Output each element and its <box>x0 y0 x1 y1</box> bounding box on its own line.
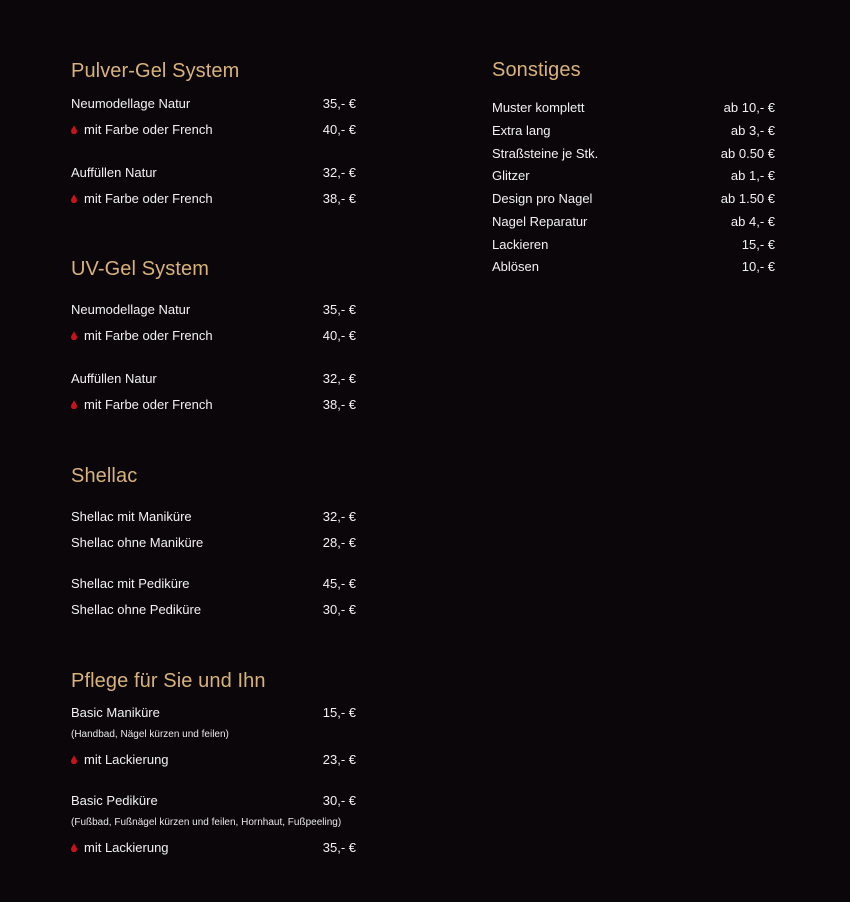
price-row <box>492 190 775 208</box>
row-price: ab 3,- € <box>730 123 775 138</box>
price-row <box>71 95 356 113</box>
row-price: 10,- € <box>741 259 775 274</box>
row-label: Shellac ohne Maniküre <box>71 535 204 550</box>
row-price: 38,- € <box>322 191 356 206</box>
section-title-pulver-gel: Pulver-Gel System <box>71 60 240 82</box>
red-drop-icon <box>71 400 77 409</box>
row-price: 28,- € <box>322 535 356 550</box>
row-note: (Fußbad, Fußnägel kürzen und feilen, Hornhaut, Fußpeeling) <box>71 817 342 828</box>
row-label: Shellac ohne Pediküre <box>71 602 202 617</box>
row-price: 35,- € <box>322 840 356 855</box>
price-row <box>71 164 356 182</box>
section-title-uv-gel: UV-Gel System <box>71 258 209 280</box>
red-drop-icon <box>71 194 77 203</box>
price-row <box>492 122 775 140</box>
price-row <box>71 601 356 619</box>
row-price: ab 1.50 € <box>720 191 775 206</box>
price-row <box>71 370 356 388</box>
row-price: 23,- € <box>322 752 356 767</box>
row-note: (Handbad, Nägel kürzen und feilen) <box>71 729 229 740</box>
price-row <box>492 167 775 185</box>
row-price: ab 1,- € <box>730 168 775 183</box>
row-label: mit Farbe oder French <box>84 397 213 412</box>
price-row <box>71 327 356 345</box>
row-label: Glitzer <box>492 168 530 183</box>
row-label: mit Farbe oder French <box>84 191 213 206</box>
row-label: Auffüllen Natur <box>71 165 157 180</box>
row-label: Neumodellage Natur <box>71 302 191 317</box>
section-title-sonstiges: Sonstiges <box>492 59 581 81</box>
row-price: 40,- € <box>322 122 356 137</box>
price-row <box>71 121 356 139</box>
price-row <box>71 751 356 769</box>
row-label: mit Farbe oder French <box>84 122 213 137</box>
price-row <box>492 258 775 276</box>
price-row <box>71 396 356 414</box>
price-row <box>492 145 775 163</box>
row-price: 15,- € <box>741 237 775 252</box>
row-price: 45,- € <box>322 576 356 591</box>
price-row <box>71 301 356 319</box>
row-price: 30,- € <box>322 793 356 808</box>
row-label: Ablösen <box>492 259 539 274</box>
row-label: Auffüllen Natur <box>71 371 157 386</box>
row-label: Shellac mit Maniküre <box>71 509 192 524</box>
red-drop-icon <box>71 755 77 764</box>
row-price: 40,- € <box>322 328 356 343</box>
price-row <box>71 508 356 526</box>
row-label: Nagel Reparatur <box>492 214 588 229</box>
row-price: ab 0.50 € <box>720 146 775 161</box>
row-price: 30,- € <box>322 602 356 617</box>
row-label: mit Lackierung <box>84 840 169 855</box>
price-row <box>492 213 775 231</box>
red-drop-icon <box>71 843 77 852</box>
row-price: 35,- € <box>322 96 356 111</box>
price-row <box>71 839 356 857</box>
row-label: Muster komplett <box>492 100 585 115</box>
row-label: Shellac mit Pediküre <box>71 576 190 591</box>
red-drop-icon <box>71 331 77 340</box>
row-label: mit Farbe oder French <box>84 328 213 343</box>
price-row <box>492 99 775 117</box>
section-title-shellac: Shellac <box>71 465 138 487</box>
price-row <box>71 190 356 208</box>
price-row <box>71 704 356 722</box>
row-label: Straßsteine je Stk. <box>492 146 599 161</box>
row-label: mit Lackierung <box>84 752 169 767</box>
row-price: 32,- € <box>322 371 356 386</box>
price-row <box>71 534 356 552</box>
row-label: Neumodellage Natur <box>71 96 191 111</box>
row-price: 32,- € <box>322 509 356 524</box>
price-row <box>71 575 356 593</box>
price-row <box>492 236 775 254</box>
row-label: Extra lang <box>492 123 551 138</box>
row-label: Basic Pediküre <box>71 793 158 808</box>
row-price: ab 4,- € <box>730 214 775 229</box>
red-drop-icon <box>71 125 77 134</box>
row-price: ab 10,- € <box>723 100 775 115</box>
row-price: 38,- € <box>322 397 356 412</box>
price-row <box>71 792 356 810</box>
row-label: Design pro Nagel <box>492 191 593 206</box>
row-price: 32,- € <box>322 165 356 180</box>
row-label: Basic Maniküre <box>71 705 160 720</box>
row-label: Lackieren <box>492 237 549 252</box>
row-price: 35,- € <box>322 302 356 317</box>
section-title-pflege: Pflege für Sie und Ihn <box>71 670 266 692</box>
row-price: 15,- € <box>322 705 356 720</box>
